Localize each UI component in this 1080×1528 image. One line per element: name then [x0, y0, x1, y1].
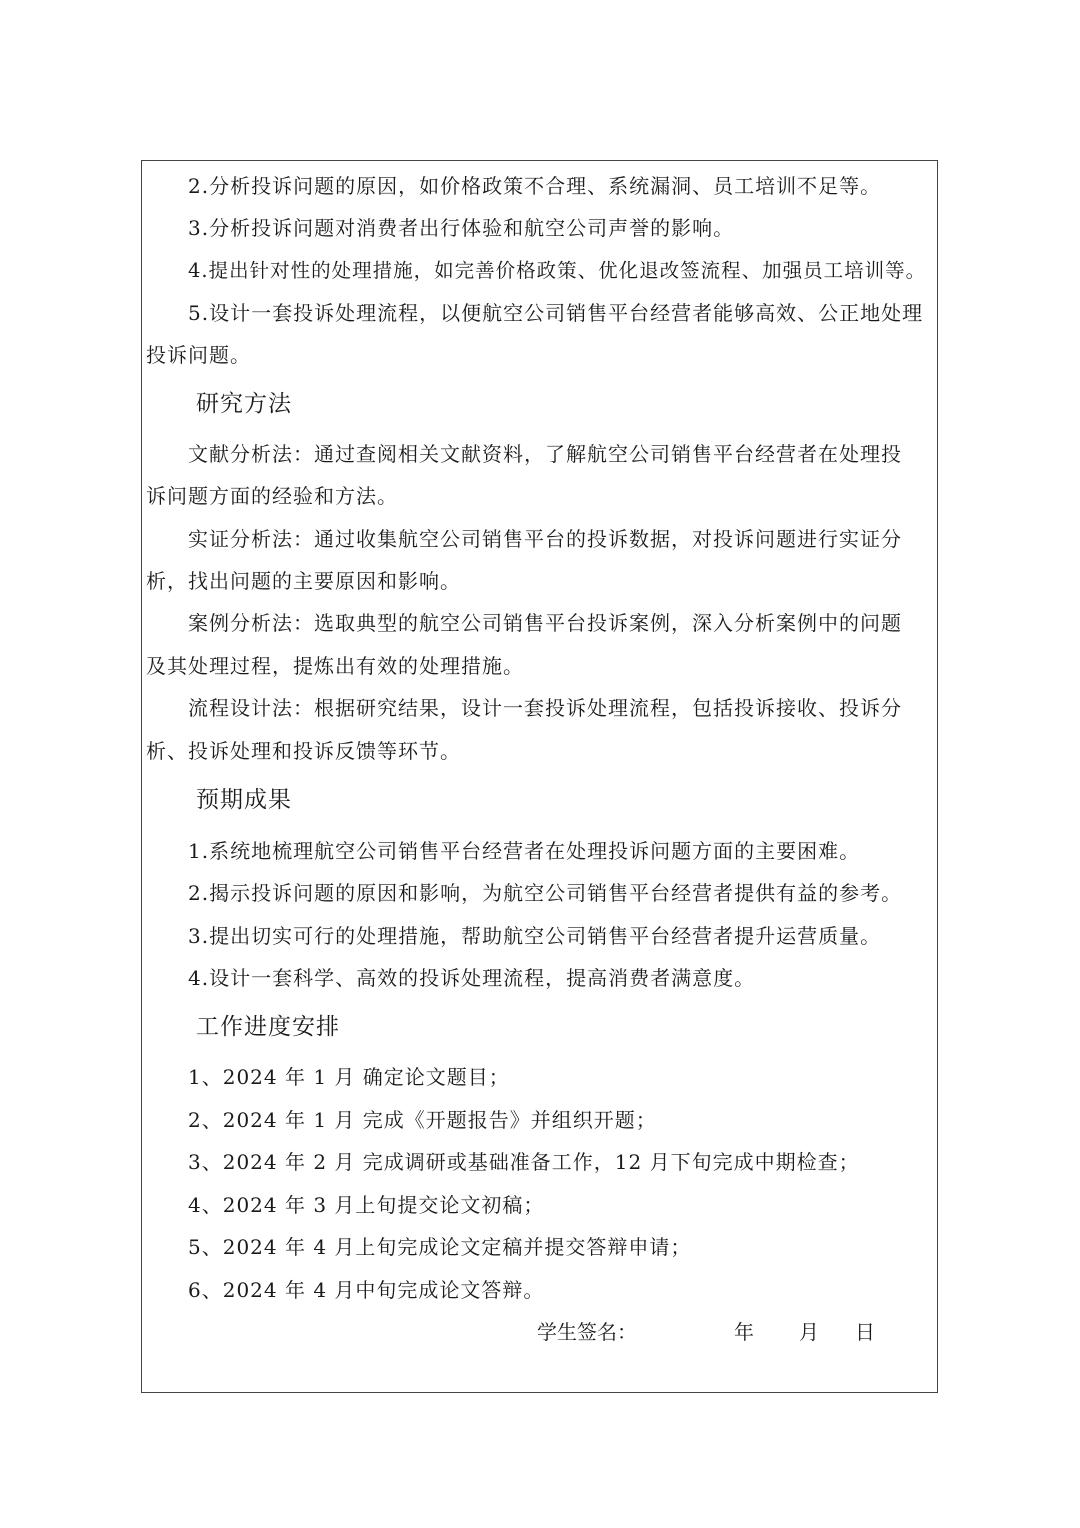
goal-item: 5.设计一套投诉处理流程，以便航空公司销售平台经营者能够高效、公正地处理 — [188, 301, 924, 325]
method-line: 实证分析法：通过收集航空公司销售平台的投诉数据，对投诉问题进行实证分 — [188, 527, 902, 551]
result-item: 1.系统地梳理航空公司销售平台经营者在处理投诉问题方面的主要困难。 — [188, 839, 861, 863]
method-line: 案例分析法：选取典型的航空公司销售平台投诉案例，深入分析案例中的问题 — [188, 611, 902, 635]
section-heading-methods: 研究方法 — [196, 391, 292, 417]
signature-day: 日 — [855, 1320, 875, 1344]
method-line: 及其处理过程，提炼出有效的处理措施。 — [146, 654, 524, 678]
method-line: 析、投诉处理和投诉反馈等环节。 — [146, 739, 461, 763]
schedule-item: 6、2024 年 4 月中旬完成论文答辩。 — [188, 1278, 545, 1302]
result-item: 3.提出切实可行的处理措施，帮助航空公司销售平台经营者提升运营质量。 — [188, 924, 882, 948]
goal-item: 3.分析投诉问题对消费者出行体验和航空公司声誉的影响。 — [188, 216, 735, 240]
form-table-cell — [141, 160, 938, 1393]
schedule-item: 2、2024 年 1 月 完成《开题报告》并组织开题； — [188, 1108, 657, 1132]
schedule-item: 5、2024 年 4 月上旬完成论文定稿并提交答辩申请； — [188, 1235, 692, 1259]
goal-item: 4.提出针对性的处理措施，如完善价格政策、优化退改签流程、加强员工培训等。 — [188, 259, 927, 282]
method-line: 诉问题方面的经验和方法。 — [146, 484, 398, 508]
schedule-item: 1、2024 年 1 月 确定论文题目； — [188, 1065, 510, 1089]
method-line: 文献分析法：通过查阅相关文献资料，了解航空公司销售平台经营者在处理投 — [188, 442, 902, 466]
goal-item-continuation: 投诉问题。 — [146, 343, 251, 367]
schedule-item: 4、2024 年 3 月上旬提交论文初稿； — [188, 1193, 545, 1217]
schedule-item: 3、2024 年 2 月 完成调研或基础准备工作，12 月下旬完成中期检查； — [188, 1150, 860, 1174]
signature-year: 年 — [734, 1320, 754, 1344]
result-item: 4.设计一套科学、高效的投诉处理流程，提高消费者满意度。 — [188, 966, 756, 990]
signature-label: 学生签名： — [537, 1320, 637, 1344]
method-line: 流程设计法：根据研究结果，设计一套投诉处理流程，包括投诉接收、投诉分 — [188, 696, 902, 720]
signature-month: 月 — [799, 1320, 819, 1344]
section-heading-results: 预期成果 — [196, 787, 292, 813]
goal-item: 2.分析投诉问题的原因，如价格政策不合理、系统漏洞、员工培训不足等。 — [188, 174, 882, 198]
result-item: 2.揭示投诉问题的原因和影响，为航空公司销售平台经营者提供有益的参考。 — [188, 881, 903, 905]
section-heading-schedule: 工作进度安排 — [196, 1014, 340, 1040]
method-line: 析，找出问题的主要原因和影响。 — [146, 569, 461, 593]
